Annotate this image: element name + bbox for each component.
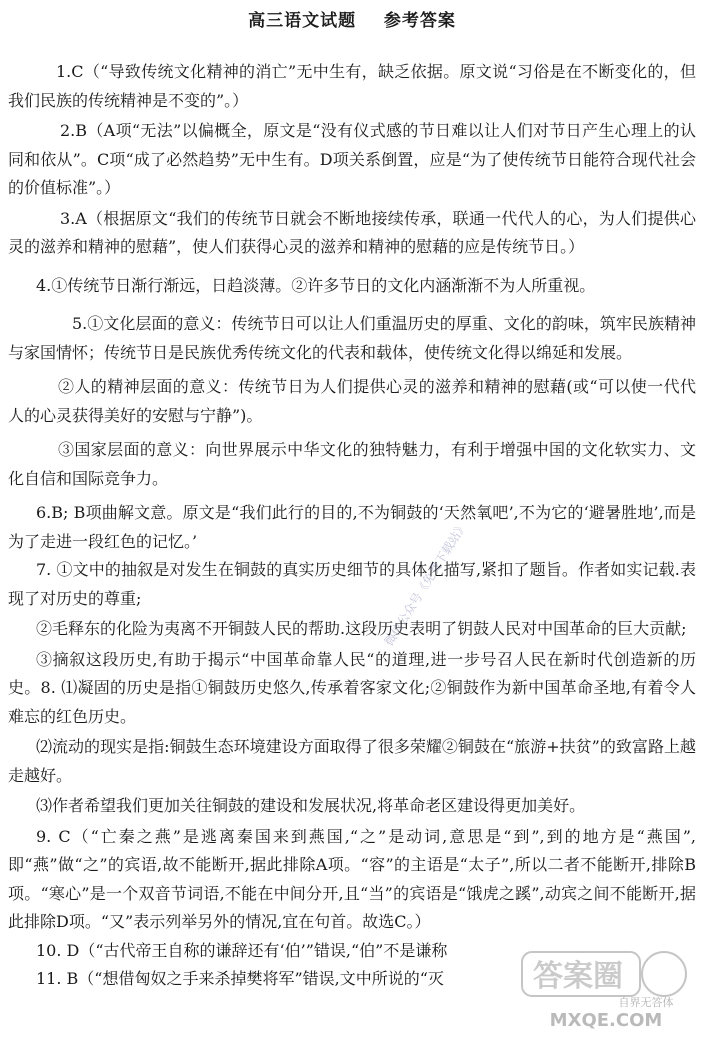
answer-q11: 11. B（“想借匈奴之手来杀掉樊将军”错误,文中所说的“灭 bbox=[36, 969, 444, 988]
answer-q7-part2: ②毛释东的化险为夷离不开铜鼓人民的帮助.这段历史表明了钥鼓人民对中国革命的巨大贡献; bbox=[36, 619, 687, 638]
answer-q2: 2.B（A项“无法”以偏概全，原文是“没有仪式感的节日难以让人们对节日产生心理上的认同和依从”。C项“成了必然趋势”无中生有。D项关系倒置，应是“为了使传统节日能符合现代社会的价值标准”。） bbox=[8, 121, 696, 197]
answer-q8-part3: ⑶作者希望我们更加关往铜鼓的建设和发展状况,将革命老区建设得更加美好。 bbox=[36, 796, 586, 815]
answer-q9: 9. C（“亡秦之燕”是逃离秦国来到燕国,“之”是动词,意思是“到”,到的地方是“燕国”,即“燕”做“之”的宾语,故不能断开,据此排除A项。“容”的主语是“太子”,所以二者不能断开,排除B项。“寒心”是一个双音节词语,不能在中间分开,且“当”的宾语是“饿虎之蹊”,动宾之间不能断开,据此排除D项。“又”表示列举另外的情况,宜在句首。故选C。） bbox=[8, 826, 696, 931]
answer-q5-part3: ③国家层面的意义：向世界展示中华文化的独特魅力，有利于增强中国的文化软实力、文化自信和国际竞争力。 bbox=[8, 440, 696, 488]
answer-q10: 10. D（“古代帝王自称的谦辞还有‘伯’”错误,“伯”不是谦称 bbox=[36, 940, 448, 960]
answer-q4: 4.①传统节日渐行渐远，日趋淡薄。②许多节日的文化内涵渐渐不为人所重视。 bbox=[36, 275, 596, 295]
logo-big-text: 答案圈 bbox=[533, 959, 623, 994]
answer-q1: 1.C（“导致传统文化精神的消亡”无中生有，缺乏依据。原文说“习俗是在不断变化的，但我们民族的传统精神是不变的”。） bbox=[8, 62, 696, 110]
wechat-watermark: 微信公众号《免费下载站》 bbox=[381, 518, 470, 649]
answer-q5-part1: 5.①文化层面的意义：传统节日可以让人们重温历史的厚重、文化的韵味，筑牢民族精神与家国情怀；传统节日是民族优秀传统文化的代表和载体，使传统文化得以绵延和发展。 bbox=[8, 314, 696, 362]
answer-q7-part1: 7. ①文中的抽叙是对发生在铜鼓的真实历史细节的具体化描写,紧扣了题旨。作者如实记载.表现了对历史的尊重; bbox=[8, 560, 696, 608]
answer-q3: 3.A（根据原文“我们的传统节日就会不断地接续传承，联通一代代人的心，为人们提供心灵的滋养和精神的慰藉”，使人们获得心灵的滋养和精神的慰藉的应是传统节日。） bbox=[8, 208, 696, 256]
answer-q7-part3-q8-part1: ③摘叙这段历史,有助于揭示“中国革命靠人民“的道理,进一步号召人民在新时代创造新的历史。8. ⑴凝固的历史是指①铜鼓历史悠久,传承着客家文化;②铜鼓作为新中国革命圣地,有着令人难忘的红色历史。 bbox=[8, 649, 696, 726]
logo-url-text: MXQE.COM bbox=[549, 1010, 663, 1031]
answer-q8-part2: ⑵流动的现实是指:铜鼓生态环境建设方面取得了很多荣耀②铜鼓在“旅游+扶贫”的致富路上越走越好。 bbox=[8, 737, 696, 785]
answer-body bbox=[8, 58, 696, 994]
page-title: 高三语文试题 参考答案 bbox=[248, 11, 456, 31]
answer-q5-part2: ②人的精神层面的意义：传统节日为人们提供心灵的滋养和精神的慰藉(或“可以使一代代人的心灵获得美好的安慰与宁静”)。 bbox=[8, 377, 696, 425]
answer-q6: 6.B; B项曲解文意。原文是“我们此行的目的,不为铜鼓的‘天然氧吧’,不为它的‘避暑胜地’,而是为了走进一段红色的记忆。’ bbox=[8, 503, 696, 551]
logo-small-text: 自界无答体 bbox=[618, 996, 674, 1009]
